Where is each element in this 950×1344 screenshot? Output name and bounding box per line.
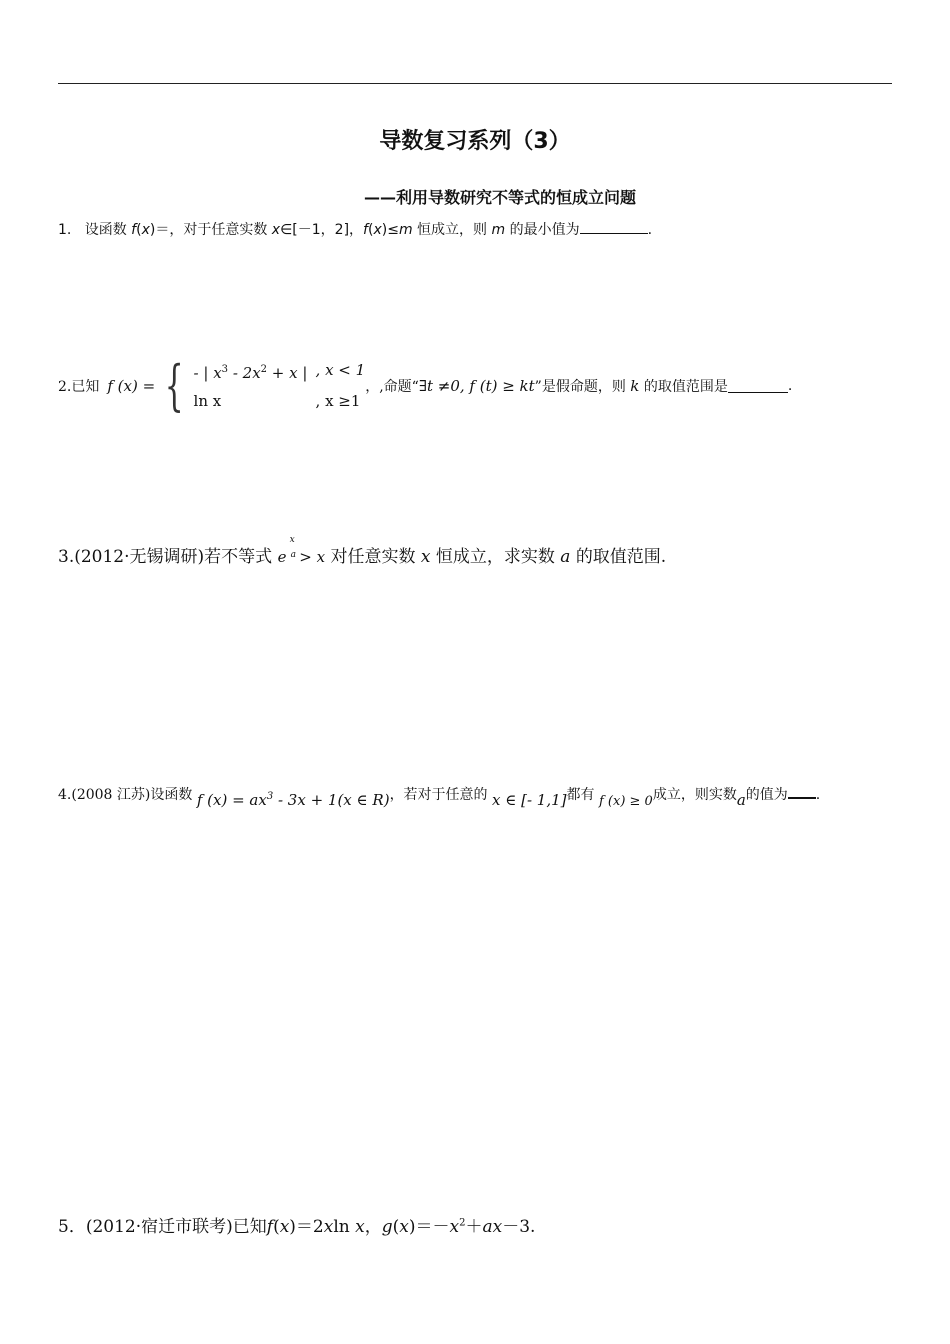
question-5: 5．(2012·宿迁市联考)已知f(x)＝2xln x，$g(x)=-x^2+ax-3$. (58, 1217, 536, 1237)
exp-expression: e x a > x (277, 535, 326, 566)
page-title: 导数复习系列（3） (379, 129, 571, 154)
function-definition: f $(x) = ax^3 - 3x + 1(x$ ∈ R) (196, 791, 390, 809)
question-4: 4.(2008 江苏)设函数 f $(x) = ax^3 - 3x + 1(x$ ∈ R)，若对于任意的 x ∈ [- 1,1]都有 f (x) ≥ 0成立，则实数a的值为 . (58, 783, 820, 804)
piecewise-brace: { (164, 353, 184, 417)
page-subtitle: ——利用导数研究不等式的恒成立问题 (364, 188, 637, 207)
answer-blank-2[interactable] (728, 378, 788, 393)
question-2: 2.已知 f (x) = { - | $x^3 - 2x^2 + x$ | , x < 1 ln x , x ≥1 ，,命题“ ∃t ≠0, f (t) ≥ kt ”是假命题，则 k 的取值范围是 . (58, 353, 793, 417)
piecewise-cases: - | $x^3 - 2x^2 + x$ | , x < 1 ln x , x ≥1 (193, 361, 366, 410)
answer-blank-1[interactable] (580, 219, 648, 234)
header-rule (58, 83, 892, 84)
question-3: 3.(2012·无锡调研)若不等式 e x a > x 对任意实数 x 恒成立，求实数 a 的取值范围. (58, 535, 667, 567)
answer-blank-4[interactable] (788, 783, 816, 799)
question-1: 1. 设函数 f(x)＝，对于任意实数 x∈[－1，2]，f(x)≤m 恒成立，则 m 的最小值为 . (58, 219, 652, 239)
